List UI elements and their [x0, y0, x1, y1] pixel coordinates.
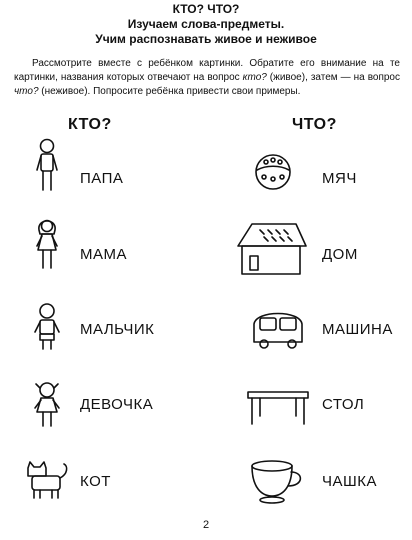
- header-title: КТО? ЧТО?: [172, 2, 240, 16]
- instructions-text-2: (живое), затем — на вопрос: [266, 72, 400, 83]
- man-icon: [32, 138, 62, 199]
- girl-icon: [28, 378, 66, 435]
- instructions-text-1: Рассмотрите вместе с ребёнком картинки. Обратите его внимание на те картинки, названия которых отвечают на вопрос: [14, 58, 400, 83]
- header: [0, 2, 412, 47]
- instructions-text-3: (неживое). Попросите ребёнка привести свои примеры.: [38, 86, 301, 97]
- label-chashka: ЧАШКА: [322, 473, 377, 490]
- left-column-heading: КТО?: [68, 116, 112, 133]
- instructions-paragraph: [14, 57, 400, 99]
- header-subtitle: Изучаем слова-предметы.: [127, 17, 285, 31]
- ball-icon: [254, 153, 292, 196]
- woman-icon: [30, 216, 64, 277]
- right-column-heading: ЧТО?: [292, 116, 337, 133]
- label-dom: ДОМ: [322, 246, 358, 263]
- label-papa: ПАПА: [80, 170, 124, 187]
- label-myach: МЯЧ: [322, 170, 357, 187]
- label-devochka: ДЕВОЧКА: [80, 396, 154, 413]
- house-icon: [236, 222, 308, 281]
- label-malchik: МАЛЬЧИК: [80, 321, 155, 338]
- cup-icon: [248, 458, 308, 511]
- cat-icon: [24, 462, 72, 507]
- label-mashina: МАШИНА: [322, 321, 393, 338]
- instructions-kto: кто?: [242, 72, 267, 83]
- car-icon: [250, 306, 306, 357]
- instructions-chto: что?: [14, 86, 39, 97]
- label-kot: КОТ: [80, 473, 111, 490]
- label-stol: СТОЛ: [322, 396, 365, 413]
- boy-icon: [30, 302, 64, 357]
- label-mama: МАМА: [80, 246, 127, 263]
- table-icon: [246, 386, 310, 431]
- page-number: 2: [202, 519, 210, 531]
- header-subtitle-2: Учим распознавать живое и неживое: [95, 32, 317, 46]
